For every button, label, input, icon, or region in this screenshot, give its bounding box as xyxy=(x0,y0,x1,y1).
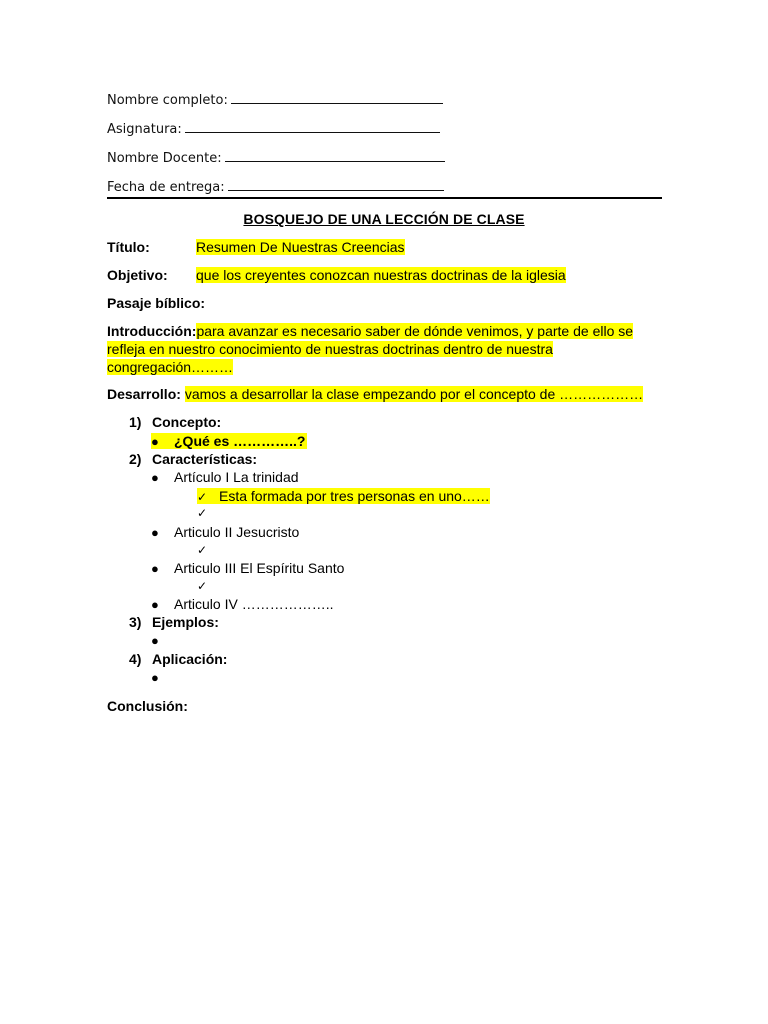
introduccion-paragraph xyxy=(107,322,637,376)
field-label: Nombre completo: xyxy=(107,93,228,108)
bullet-articulo-1 xyxy=(151,469,299,485)
field-nombre-docente xyxy=(107,149,445,166)
bullet-icon: ● xyxy=(151,670,159,685)
bullet-text: Artículo I La trinidad xyxy=(174,469,299,485)
section-aplicacion xyxy=(129,651,227,667)
field-label: Asignatura: xyxy=(107,122,182,137)
blank-line xyxy=(228,178,444,191)
bullet-text: ¿Qué es …………..? xyxy=(174,433,306,449)
header-divider xyxy=(107,197,662,199)
bullet-icon: ● xyxy=(151,434,159,449)
field-nombre-completo xyxy=(107,91,443,108)
conclusion-label: Conclusión: xyxy=(107,698,188,714)
check-item-empty-1 xyxy=(197,504,219,520)
field-label: Fecha de entrega: xyxy=(107,180,225,195)
check-item-empty-2 xyxy=(197,541,219,557)
section-caracteristicas xyxy=(129,451,257,467)
section-label: Aplicación: xyxy=(152,651,228,667)
check-item-empty-3 xyxy=(197,577,219,593)
introduccion-text-line1: para avanzar es necesario saber de dónde venimos, y parte de ello se xyxy=(196,323,634,339)
conclusion-row xyxy=(107,698,188,714)
titulo-row xyxy=(107,239,405,255)
field-asignatura xyxy=(107,120,440,137)
objetivo-label: Objetivo: xyxy=(107,267,168,283)
bullet-articulo-4 xyxy=(151,596,333,612)
bullet-text: Articulo III El Espíritu Santo xyxy=(174,560,345,576)
introduccion-label: Introducción: xyxy=(107,323,197,339)
blank-line xyxy=(185,120,440,133)
bullet-icon: ● xyxy=(151,597,159,612)
bullet-icon: ● xyxy=(151,633,159,648)
document-title: BOSQUEJO DE UNA LECCIÓN DE CLASE xyxy=(243,211,525,227)
bullet-text: Articulo IV ……………….. xyxy=(174,596,334,612)
checkmark-icon: ✓ xyxy=(197,506,208,520)
bullet-icon: ● xyxy=(151,561,159,576)
desarrollo-value: vamos a desarrollar la clase empezando por el concepto de ……………… xyxy=(184,386,644,402)
bullet-empty-ejemplos xyxy=(151,632,174,648)
section-ejemplos xyxy=(129,614,219,630)
bullet-articulo-3 xyxy=(151,560,344,576)
section-label: Características: xyxy=(152,451,258,467)
desarrollo-row xyxy=(107,386,643,402)
list-number: 1) xyxy=(129,414,142,430)
introduccion-text-line2: refleja en nuestro conocimiento de nuestras doctrinas dentro de nuestra xyxy=(107,341,553,357)
pasaje-label: Pasaje bíblico: xyxy=(107,295,206,311)
list-number: 2) xyxy=(129,451,142,467)
introduccion-text-line3: congregación……… xyxy=(107,359,234,375)
section-concepto xyxy=(129,414,221,430)
check-text: Esta formada por tres personas en uno…… xyxy=(219,488,490,504)
list-number: 4) xyxy=(129,651,142,667)
objetivo-value: que los creyentes conozcan nuestras doctrinas de la iglesia xyxy=(196,267,566,283)
checkmark-icon: ✓ xyxy=(197,543,208,557)
pasaje-row xyxy=(107,295,205,311)
section-label: Ejemplos: xyxy=(152,614,219,630)
bullet-icon: ● xyxy=(151,470,159,485)
check-item-trinidad xyxy=(197,488,490,504)
bullet-icon: ● xyxy=(151,525,159,540)
blank-line xyxy=(225,149,445,162)
titulo-value: Resumen De Nuestras Creencias xyxy=(196,239,405,255)
desarrollo-label: Desarrollo: xyxy=(107,386,181,402)
list-number: 3) xyxy=(129,614,142,630)
objetivo-row xyxy=(107,267,566,283)
blank-line xyxy=(231,91,443,104)
bullet-empty-aplicacion xyxy=(151,669,174,685)
titulo-label: Título: xyxy=(107,239,150,255)
field-fecha-entrega xyxy=(107,178,444,195)
bullet-articulo-2 xyxy=(151,524,299,540)
field-label: Nombre Docente: xyxy=(107,151,222,166)
section-label: Concepto: xyxy=(152,414,222,430)
bullet-text: Articulo II Jesucristo xyxy=(174,524,300,540)
bullet-que-es xyxy=(151,433,307,449)
checkmark-icon: ✓ xyxy=(197,490,208,504)
checkmark-icon: ✓ xyxy=(197,579,208,593)
